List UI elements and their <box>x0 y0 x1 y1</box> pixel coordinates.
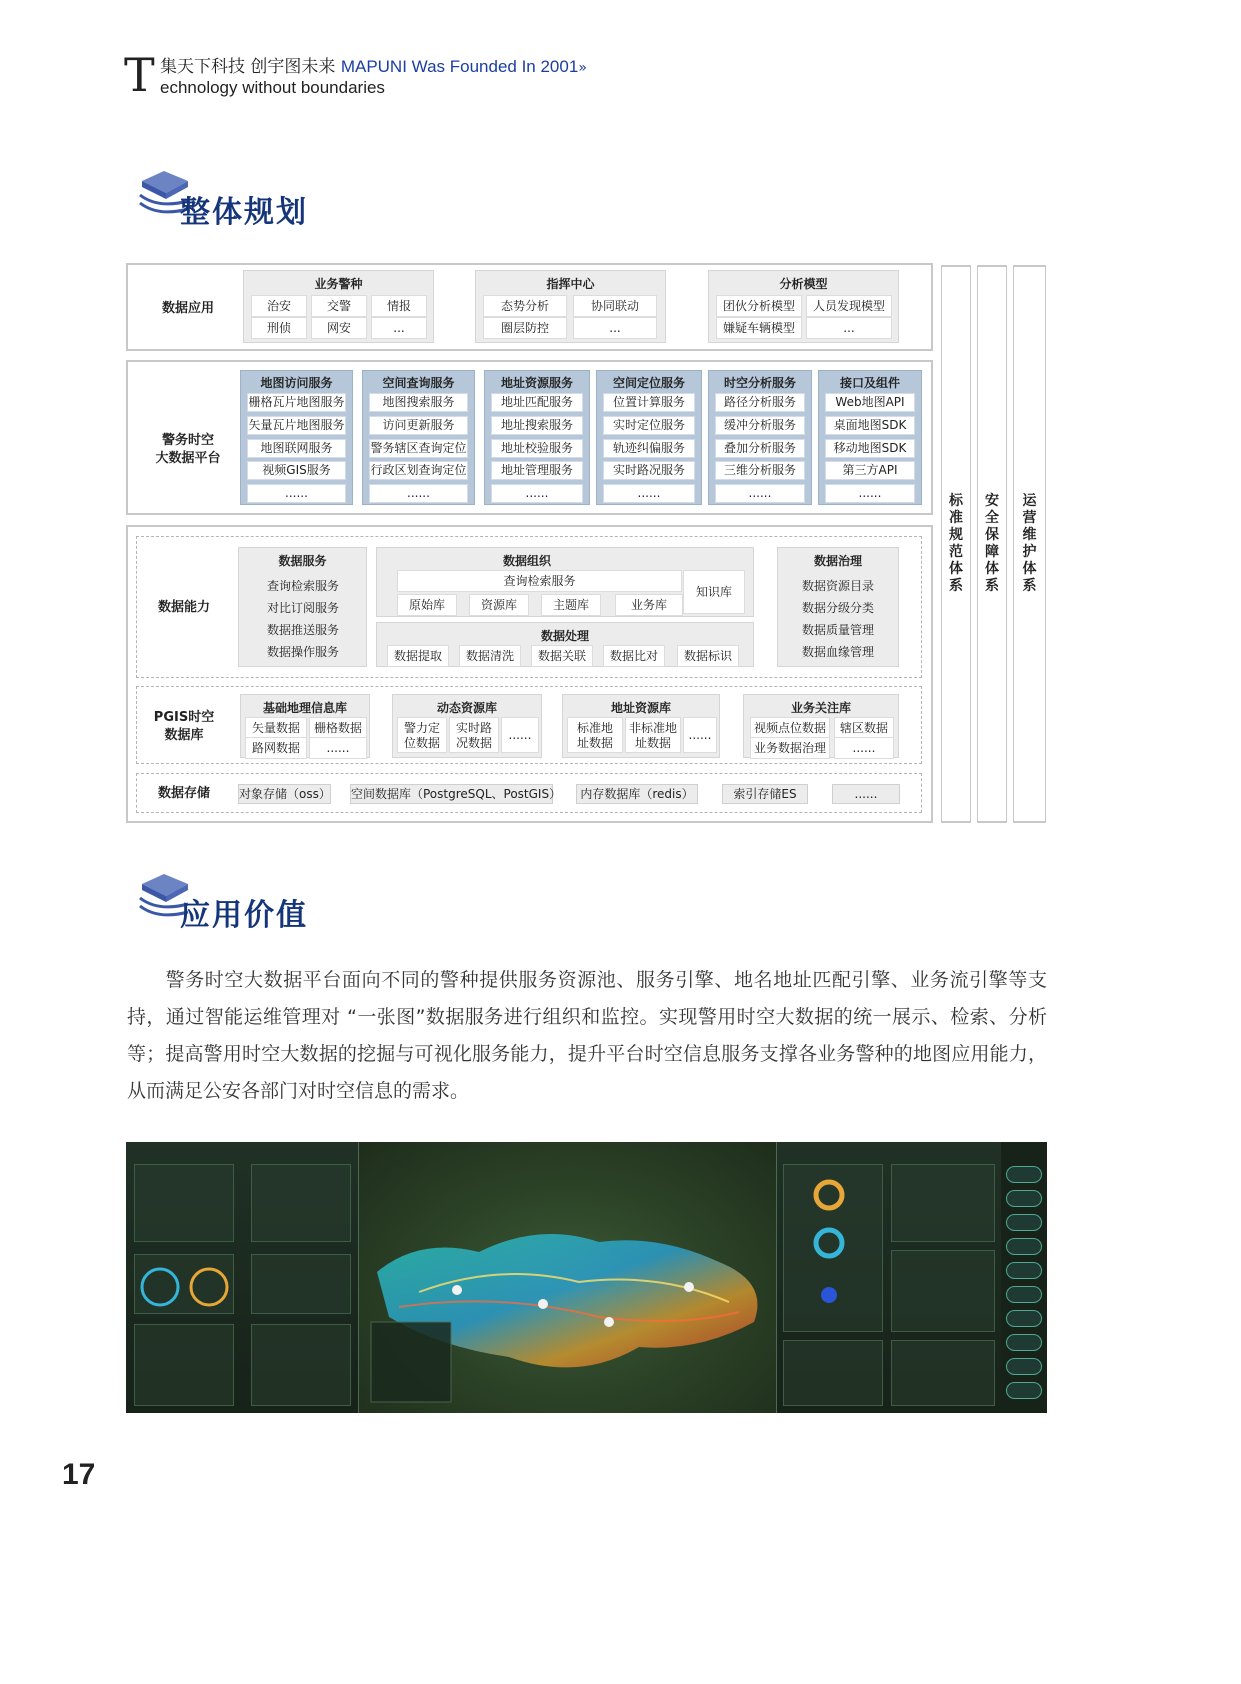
page-number: 17 <box>62 1458 96 1491</box>
capability-item: 数据质量管理 <box>801 623 874 637</box>
service-group <box>484 370 590 505</box>
pgis-item: 实时路 况数据 <box>449 717 499 753</box>
pgis-item: 矢量数据 <box>245 717 307 739</box>
storage-item: 空间数据库（PostgreSQL、PostGIS） <box>350 784 553 804</box>
service-item: 地图搜索服务 <box>369 393 468 412</box>
body-text: 警务时空大数据平台面向不同的警种提供服务资源池、服务引擎、地名地址匹配引擎、业务流引擎等支持，通过智能运维管理对 “一张图”数据服务进行组织和监控。实现警用时空大数据的统一展示、检索、分析等；提高警用时空大数据的挖掘与可视化服务能力，提升平台时空信息服务支撑各业务警种的地图应用能力，从而满足公安各部门对时空信息的需求。 <box>127 969 1047 1102</box>
pgis-group <box>743 694 899 758</box>
pgis-item: 警力定 位数据 <box>397 717 447 753</box>
dashboard-side-menu <box>1001 1142 1047 1413</box>
menu-button <box>1006 1382 1042 1399</box>
mini-gauge <box>134 1254 234 1314</box>
service-item: ...... <box>603 484 695 503</box>
storage-item: 索引存储ES <box>722 784 808 804</box>
system-label: 标准规范体系 <box>949 493 963 594</box>
service-item: 地图联网服务 <box>247 439 346 458</box>
group-police-types <box>243 270 434 343</box>
mini-list <box>783 1340 883 1406</box>
app-item: 态势分析 <box>483 295 567 317</box>
pgis-item: 非标准地 址数据 <box>625 717 681 753</box>
system-column-security <box>977 265 1007 823</box>
dashboard-right-panel <box>776 1142 1001 1413</box>
service-item: 实时路况服务 <box>603 461 695 480</box>
pgis-item: ...... <box>309 737 367 759</box>
dashboard-screenshot <box>126 1142 1047 1413</box>
group-title: 时空分析服务 <box>723 376 796 390</box>
group-title: 基础地理信息库 <box>262 701 347 715</box>
capability-item: 数据提取 <box>387 645 449 667</box>
mini-donuts <box>783 1164 883 1332</box>
menu-button <box>1006 1286 1042 1303</box>
service-item: 桌面地图SDK <box>825 416 915 435</box>
group-title: 接口及组件 <box>839 376 900 390</box>
service-item: 地址搜索服务 <box>491 416 583 435</box>
capability-item: 资源库 <box>469 594 529 616</box>
app-item: 刑侦 <box>251 317 307 339</box>
capability-item: 对比订阅服务 <box>266 601 339 615</box>
app-item: ... <box>806 317 892 339</box>
donut-icon <box>784 1165 884 1333</box>
mini-list <box>891 1340 995 1406</box>
group-title: 数据治理 <box>813 554 862 568</box>
pgis-item: ...... <box>501 717 539 753</box>
app-item: 人员发现模型 <box>806 295 892 317</box>
group-title: 数据处理 <box>540 629 589 643</box>
group-data-service <box>238 547 367 667</box>
group-title: 地图访问服务 <box>260 376 333 390</box>
group-analysis-models <box>708 270 899 343</box>
menu-button <box>1006 1334 1042 1351</box>
capability-item: 数据推送服务 <box>266 623 339 637</box>
menu-button <box>1006 1310 1042 1327</box>
service-group <box>818 370 922 505</box>
row-label: 数据能力 <box>157 600 210 615</box>
header-slogan-cn: 集天下科技 创宇图未来 <box>160 57 341 77</box>
capability-item: 查询检索服务 <box>266 579 339 593</box>
service-group <box>708 370 812 505</box>
pgis-item: 辖区数据 <box>834 717 894 739</box>
storage-item: 内存数据库（redis） <box>576 784 698 804</box>
capability-item: 查询检索服务 <box>397 570 682 592</box>
pgis-item: 视频点位数据 <box>750 717 830 739</box>
header-slogan-en: MAPUNI Was Founded In 2001 <box>340 57 579 76</box>
service-item: 三维分析服务 <box>715 461 805 480</box>
service-group <box>240 370 353 505</box>
group-title: 数据服务 <box>278 554 327 568</box>
pgis-item: ...... <box>683 717 717 753</box>
mini-table <box>251 1254 351 1314</box>
service-item: Web地图API <box>825 393 915 412</box>
capability-item: 数据分级分类 <box>801 601 874 615</box>
app-item: 团伙分析模型 <box>716 295 802 317</box>
storage-item: 对象存储（oss） <box>238 784 331 804</box>
menu-button <box>1006 1190 1042 1207</box>
app-item: ... <box>573 317 657 339</box>
service-group <box>596 370 702 505</box>
pgis-group <box>240 694 370 758</box>
capability-item: 知识库 <box>683 570 745 614</box>
menu-button <box>1006 1166 1042 1183</box>
service-item: 第三方API <box>825 461 915 480</box>
service-item: 地址校验服务 <box>491 439 583 458</box>
app-item: 协同联动 <box>573 295 657 317</box>
mini-table <box>251 1324 351 1406</box>
capability-item: 业务库 <box>615 594 683 616</box>
mini-chart <box>251 1164 351 1242</box>
storage-item: ...... <box>832 784 900 804</box>
capability-item: 数据比对 <box>603 645 665 667</box>
system-label: 安全保障体系 <box>985 493 999 594</box>
service-item: ...... <box>491 484 583 503</box>
app-item: 治安 <box>251 295 307 317</box>
service-item: 警务辖区查询定位 <box>369 439 468 458</box>
group-title: 指挥中心 <box>546 277 595 291</box>
header-logo-letter: T <box>124 48 155 102</box>
group-title: 空间定位服务 <box>612 376 685 390</box>
header-tagline: echnology without boundaries <box>160 78 385 97</box>
app-item: 网安 <box>311 317 367 339</box>
group-title: 动态资源库 <box>436 701 497 715</box>
service-item: ...... <box>247 484 346 503</box>
service-item: 移动地图SDK <box>825 439 915 458</box>
group-title: 空间查询服务 <box>382 376 455 390</box>
mini-bar-chart <box>891 1250 995 1332</box>
group-title: 分析模型 <box>779 277 828 291</box>
service-item: 叠加分析服务 <box>715 439 805 458</box>
gauge-icon <box>135 1255 235 1315</box>
mini-bar-chart <box>891 1164 995 1242</box>
menu-button <box>1006 1262 1042 1279</box>
menu-button <box>1006 1238 1042 1255</box>
group-title: 业务警种 <box>314 277 363 291</box>
pgis-group <box>562 694 720 758</box>
mini-chart <box>134 1164 234 1242</box>
row-label: 数据应用 <box>161 301 214 316</box>
section-title: 应用价值 <box>180 898 308 933</box>
service-item: 访问更新服务 <box>369 416 468 435</box>
group-data-processing <box>376 622 754 667</box>
capability-item: 数据血缘管理 <box>801 645 874 659</box>
terrain-map <box>359 1142 779 1413</box>
service-item: ...... <box>369 484 468 503</box>
service-item: 缓冲分析服务 <box>715 416 805 435</box>
row-label: 数据存储 <box>157 786 210 801</box>
service-item: 地址管理服务 <box>491 461 583 480</box>
capability-item: 数据操作服务 <box>266 645 339 659</box>
app-item: ... <box>371 317 427 339</box>
mini-table <box>134 1324 234 1406</box>
row-label: PGIS时空 数据库 <box>153 710 215 743</box>
service-item: 行政区划查询定位 <box>369 461 468 480</box>
pgis-item: 路网数据 <box>245 737 307 759</box>
service-item: 矢量瓦片地图服务 <box>247 416 346 435</box>
system-column-operations <box>1013 265 1046 823</box>
section-title: 整体规划 <box>180 195 308 230</box>
dashboard-left-panel <box>126 1142 359 1413</box>
capability-item: 数据资源目录 <box>801 579 874 593</box>
app-item: 交警 <box>311 295 367 317</box>
service-item: 实时定位服务 <box>603 416 695 435</box>
pgis-group <box>392 694 542 758</box>
header-slogan <box>160 57 587 78</box>
section-heading-value <box>138 868 438 938</box>
service-item: 位置计算服务 <box>603 393 695 412</box>
service-item: ...... <box>825 484 915 503</box>
group-command-center <box>475 270 666 343</box>
group-title: 地址资源服务 <box>500 376 573 390</box>
app-item: 嫌疑车辆模型 <box>716 317 802 339</box>
heatmap-graphic <box>359 1142 779 1413</box>
group-data-governance <box>777 547 899 667</box>
capability-item: 主题库 <box>541 594 601 616</box>
service-group <box>362 370 475 505</box>
double-arrow-icon: » <box>578 60 587 76</box>
group-title: 地址资源库 <box>610 701 671 715</box>
pgis-item: 标准地 址数据 <box>567 717 623 753</box>
section-heading-overall <box>138 165 438 235</box>
menu-button <box>1006 1358 1042 1375</box>
group-title: 数据组织 <box>502 554 551 568</box>
group-data-organization <box>376 547 754 617</box>
service-item: 轨迹纠偏服务 <box>603 439 695 458</box>
capability-item: 数据标识 <box>677 645 739 667</box>
group-title: 业务关注库 <box>790 701 851 715</box>
capability-item: 数据清洗 <box>459 645 521 667</box>
pgis-item: ...... <box>834 737 894 759</box>
capability-item: 数据关联 <box>531 645 593 667</box>
service-item: ...... <box>715 484 805 503</box>
menu-button <box>1006 1214 1042 1231</box>
row-label: 警务时空 大数据平台 <box>155 433 221 466</box>
service-item: 栅格瓦片地图服务 <box>247 393 346 412</box>
system-label: 运营维护体系 <box>1022 493 1037 594</box>
pgis-item: 业务数据治理 <box>750 737 830 759</box>
capability-item: 原始库 <box>397 594 457 616</box>
body-paragraph <box>127 962 1047 1110</box>
service-item: 路径分析服务 <box>715 393 805 412</box>
service-item: 视频GIS服务 <box>247 461 346 480</box>
pgis-item: 栅格数据 <box>309 717 367 739</box>
app-item: 情报 <box>371 295 427 317</box>
service-item: 地址匹配服务 <box>491 393 583 412</box>
system-column-standards <box>941 265 971 823</box>
app-item: 圈层防控 <box>483 317 567 339</box>
